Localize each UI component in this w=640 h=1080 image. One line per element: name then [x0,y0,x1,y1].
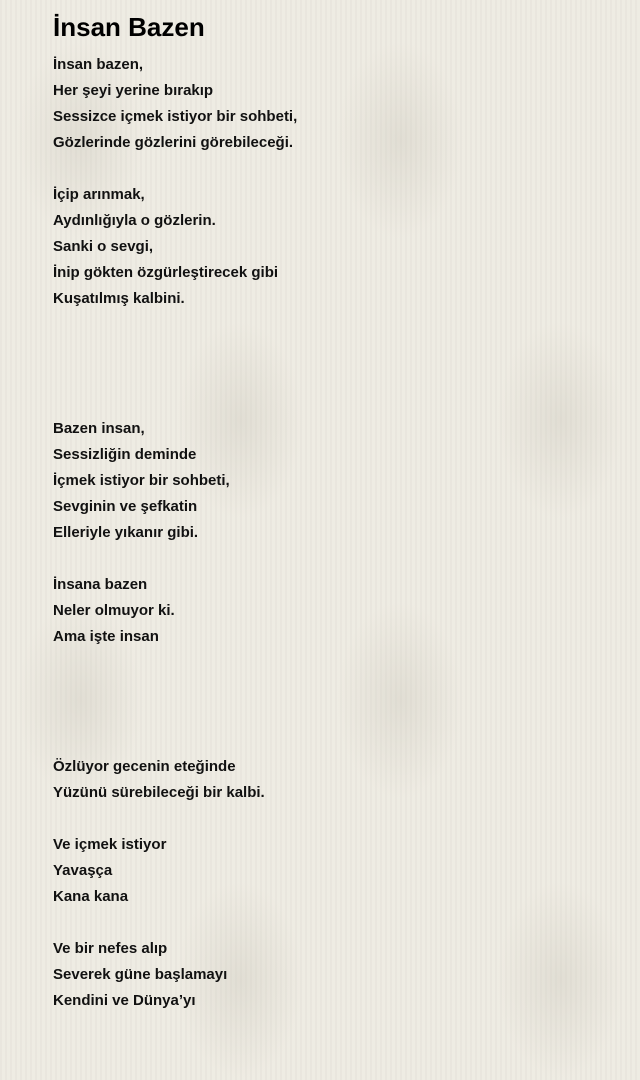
poem-title: İnsan Bazen [53,12,205,42]
poem-line: Severek güne başlamayı [53,966,228,983]
poem-line: Neler olmuyor ki. [53,602,175,619]
poem-line: Elleriyle yıkanır gibi. [53,524,199,541]
poem-container [53,10,623,1014]
poem-line: Ve içmek istiyor [53,836,167,853]
poem-line: İnip gökten özgürleştirecek gibi [53,264,279,281]
stanza-gap [53,546,623,572]
poem-line: Kana kana [53,888,129,905]
stanza-6 [53,832,623,910]
stanza-gap [53,650,623,754]
stanza-gap [53,156,623,182]
stanza-2 [53,182,623,312]
stanza-4 [53,572,623,650]
poem-line: Kuşatılmış kalbini. [53,290,185,307]
poem-line: Ve bir nefes alıp [53,940,168,957]
stanza-gap [53,806,623,832]
poem-line: İnsan bazen, [53,56,144,73]
poem-line: Gözlerinde gözlerini görebileceği. [53,134,294,151]
stanza-5 [53,754,623,806]
poem-line: Aydınlığıyla o gözlerin. [53,212,216,229]
stanza-3 [53,416,623,546]
stanza-7 [53,936,623,1014]
poem-line: Her şeyi yerine bırakıp [53,82,214,99]
poem-line: Bazen insan, [53,420,145,437]
poem-line: Özlüyor gecenin eteğinde [53,758,236,775]
poem-line: Kendini ve Dünya’yı [53,992,196,1009]
poem-line: Yavaşça [53,862,113,879]
poem-line: Yüzünü sürebileceği bir kalbi. [53,784,265,801]
stanza-gap [53,312,623,416]
poem-line: İçmek istiyor bir sohbeti, [53,472,230,489]
poem-line: İçip arınmak, [53,186,145,203]
poem-line: Sanki o sevgi, [53,238,154,255]
poem-line: İnsana bazen [53,576,148,593]
stanza-gap [53,910,623,936]
stanza-1 [53,52,623,156]
poem-line: Sevginin ve şefkatin [53,498,198,515]
poem-line: Ama işte insan [53,628,159,645]
poem-line: Sessizliğin deminde [53,446,197,463]
poem-line: Sessizce içmek istiyor bir sohbeti, [53,108,298,125]
